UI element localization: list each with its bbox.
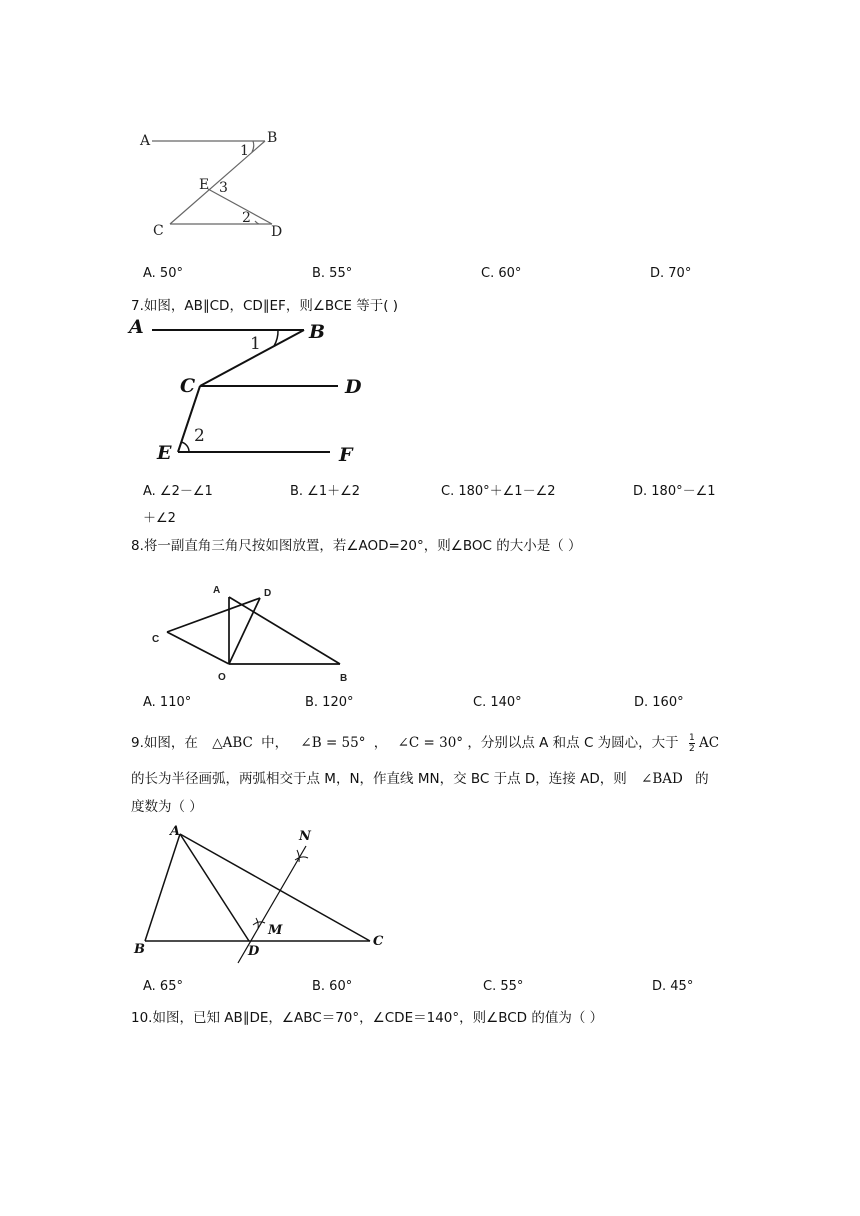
q7-option-d[interactable]: D. 180°－∠1 xyxy=(633,484,716,499)
fig9-label-b: B xyxy=(134,942,145,957)
fig7-label-b: B xyxy=(309,321,326,343)
fig6-label-e: E xyxy=(199,177,210,193)
q9-angle-c: ∠C = 30° xyxy=(397,735,464,751)
q6-option-d[interactable]: D. 70° xyxy=(650,266,692,281)
q9-ac: AC xyxy=(699,735,720,751)
fig8-label-c: C xyxy=(152,634,160,645)
q9-line2-end: 的 xyxy=(695,771,709,787)
fig6-label-3: 3 xyxy=(219,180,228,196)
q7-option-d-continued: ＋∠2 xyxy=(143,511,176,526)
q9-comma: ， xyxy=(373,735,388,751)
q6-option-a[interactable]: A. 50° xyxy=(143,266,183,281)
fig6-label-c: C xyxy=(153,223,164,239)
q10-stem: 10.如图，已知 AB∥DE，∠ABC＝70°，∠CDE＝140°，则∠BCD 的值为（ ） xyxy=(131,1010,604,1026)
q9-stem-part3: ，分别以点 A 和点 C 为圆心，大于 xyxy=(467,735,679,751)
q9-line2-text: 的长为半径画弧，两弧相交于点 M，N，作直线 MN，交 BC 于点 D，连接 AD，则 xyxy=(131,771,627,787)
fig6-label-b: B xyxy=(267,130,278,146)
q8-option-a[interactable]: A. 110° xyxy=(143,695,192,710)
fig8-label-b: B xyxy=(340,673,348,684)
q9-angle-b: ∠B = 55° xyxy=(300,735,366,751)
q8-stem: 8.将一副直角三角尺按如图放置，若∠AOD=20°，则∠BOC 的大小是（ ） xyxy=(131,538,582,554)
fig7-label-f: F xyxy=(339,444,353,466)
q9-option-c[interactable]: C. 55° xyxy=(483,979,524,994)
fig6-label-1: 1 xyxy=(240,143,249,159)
q7-stem: 7.如图，AB∥CD，CD∥EF，则∠BCE 等于( ) xyxy=(131,298,399,314)
fig8-label-o: O xyxy=(218,672,226,683)
fig9-label-n: N xyxy=(299,829,311,844)
fig6-label-d: D xyxy=(271,224,283,240)
q7-option-b[interactable]: B. ∠1＋∠2 xyxy=(290,484,361,499)
fig7-label-2: 2 xyxy=(194,426,205,446)
q9-frac-num: 1 xyxy=(688,732,695,743)
q9-stem-part2: 中， xyxy=(261,735,289,751)
fig6-label-a: A xyxy=(140,133,151,149)
fig6-label-2: 2 xyxy=(242,210,251,226)
fig7-label-a: A xyxy=(129,316,144,338)
q9-stem-part1: 9.如图，在 xyxy=(131,735,198,751)
fig9-label-c: C xyxy=(373,934,384,949)
q9-option-d[interactable]: D. 45° xyxy=(652,979,694,994)
fig7-label-1: 1 xyxy=(250,334,261,354)
q8-option-c[interactable]: C. 140° xyxy=(473,695,522,710)
fig7-label-c: C xyxy=(180,375,196,397)
q9-option-b[interactable]: B. 60° xyxy=(312,979,353,994)
q6-option-c[interactable]: C. 60° xyxy=(481,266,522,281)
fig8-label-d: D xyxy=(264,588,272,599)
fig7-label-d: D xyxy=(345,376,362,398)
fig9-label-a: A xyxy=(170,824,181,839)
fig7-label-e: E xyxy=(157,442,172,464)
q7-option-c[interactable]: C. 180°＋∠1－∠2 xyxy=(441,484,556,499)
q7-option-a[interactable]: A. ∠2－∠1 xyxy=(143,484,213,499)
q9-triangle: △ABC xyxy=(212,735,253,751)
q9-angle-bad: ∠BAD xyxy=(641,771,683,787)
q6-option-b[interactable]: B. 55° xyxy=(312,266,353,281)
q9-stem-line3: 度数为（ ） xyxy=(131,799,203,815)
fig8-label-a: A xyxy=(213,585,221,596)
fig9-label-m: M xyxy=(268,923,283,938)
q9-frac-den: 2 xyxy=(688,743,695,754)
q9-option-a[interactable]: A. 65° xyxy=(143,979,183,994)
q8-option-d[interactable]: D. 160° xyxy=(634,695,684,710)
q8-option-b[interactable]: B. 120° xyxy=(305,695,354,710)
fig9-label-d: D xyxy=(248,944,260,959)
